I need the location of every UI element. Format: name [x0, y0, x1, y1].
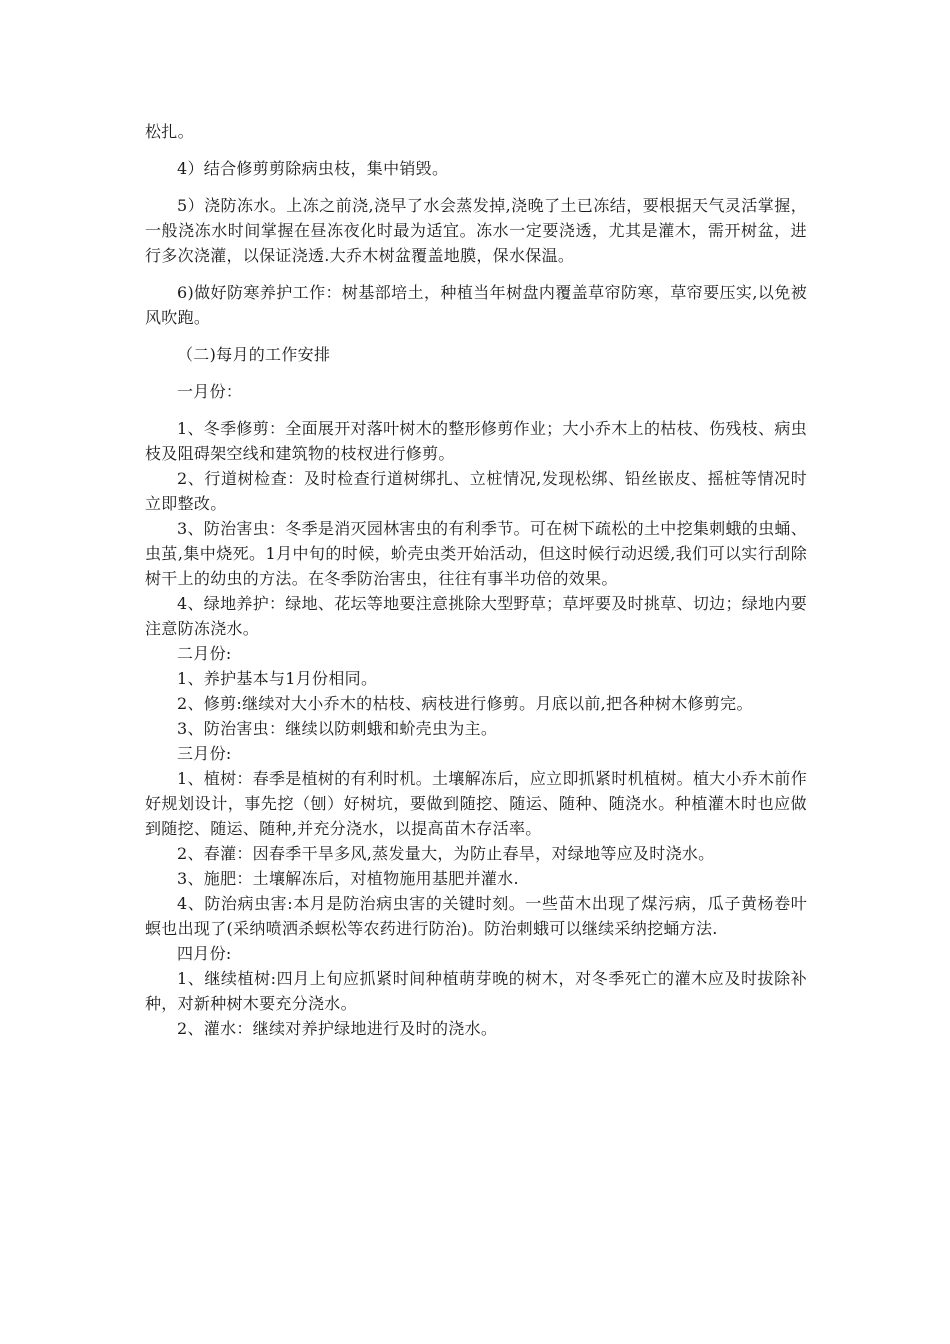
- document-body: [145, 119, 807, 1041]
- month-heading: 二月份:: [177, 644, 232, 663]
- paragraph: 3、施肥：土壤解冻后，对植物施用基肥并灌水.: [177, 869, 519, 888]
- paragraph: 2、灌水：继续对养护绿地进行及时的浇水。: [177, 1019, 498, 1038]
- paragraph: 2、春灌：因春季干旱多风,蒸发量大，为防止春旱，对绿地等应及时浇水。: [177, 844, 715, 863]
- paragraph: 1、继续植树:四月上旬应抓紧时间种植萌芽晚的树木，对冬季死亡的灌木应及时拔除补种，对新种树木要充分浇水。: [145, 969, 807, 1013]
- paragraph: 松扎。: [145, 122, 194, 141]
- paragraph: 3、防治害虫：冬季是消灭园林害虫的有利季节。可在树下疏松的土中挖集刺蛾的虫蛹、虫茧,集中烧死。1月中旬的时候，蚧壳虫类开始活动，但这时候行动迟缓,我们可以实行刮除树干上的幼虫的方法。在冬季防治害虫，往往有事半功倍的效果。: [145, 519, 807, 588]
- month-heading: 四月份:: [177, 944, 232, 963]
- paragraph: 2、修剪:继续对大小乔木的枯枝、病枝进行修剪。月底以前,把各种树木修剪完。: [177, 694, 753, 713]
- section-heading: （二)每月的工作安排: [177, 345, 331, 364]
- paragraph: 2、行道树检查：及时检查行道树绑扎、立桩情况,发现松绑、铅丝嵌皮、摇桩等情况时立即整改。: [145, 469, 807, 513]
- paragraph: 4、防治病虫害:本月是防治病虫害的关键时刻。一些苗木出现了煤污病，瓜子黄杨卷叶螟也出现了(采纳喷洒杀螟松等农药进行防治)。防治刺蛾可以继续采纳挖蛹方法.: [145, 894, 807, 938]
- paragraph: 1、植树：春季是植树的有利时机。土壤解冻后，应立即抓紧时机植树。植大小乔木前作好规划设计，事先挖（刨）好树坑，要做到随挖、随运、随种、随浇水。种植灌木时也应做到随挖、随运、随种,并充分浇水，以提高苗木存活率。: [145, 769, 807, 838]
- paragraph: 1、冬季修剪：全面展开对落叶树木的整形修剪作业；大小乔木上的枯枝、伤残枝、病虫枝及阻碍架空线和建筑物的枝杈进行修剪。: [145, 419, 807, 463]
- paragraph: 3、防治害虫：继续以防刺蛾和蚧壳虫为主。: [177, 719, 498, 738]
- paragraph: 6)做好防寒养护工作：树基部培土，种植当年树盘内覆盖草帘防寒，草帘要压实,以免被风吹跑。: [145, 283, 807, 327]
- paragraph: 5）浇防冻水。上冻之前浇,浇早了水会蒸发掉,浇晚了土已冻结，要根据天气灵活掌握，一般浇冻水时间掌握在昼冻夜化时最为适宜。冻水一定要浇透，尤其是灌木，需开树盆，进行多次浇灌，以保证浇透.大乔木树盆覆盖地膜，保水保温。: [145, 196, 807, 265]
- paragraph: 4、绿地养护：绿地、花坛等地要注意挑除大型野草；草坪要及时挑草、切边；绿地内要注意防冻浇水。: [145, 594, 807, 638]
- paragraph: 4）结合修剪剪除病虫枝，集中销毁。: [177, 159, 449, 178]
- month-heading: 三月份:: [177, 744, 232, 763]
- month-heading: 一月份：: [177, 382, 243, 401]
- paragraph: 1、养护基本与1月份相同。: [177, 669, 378, 688]
